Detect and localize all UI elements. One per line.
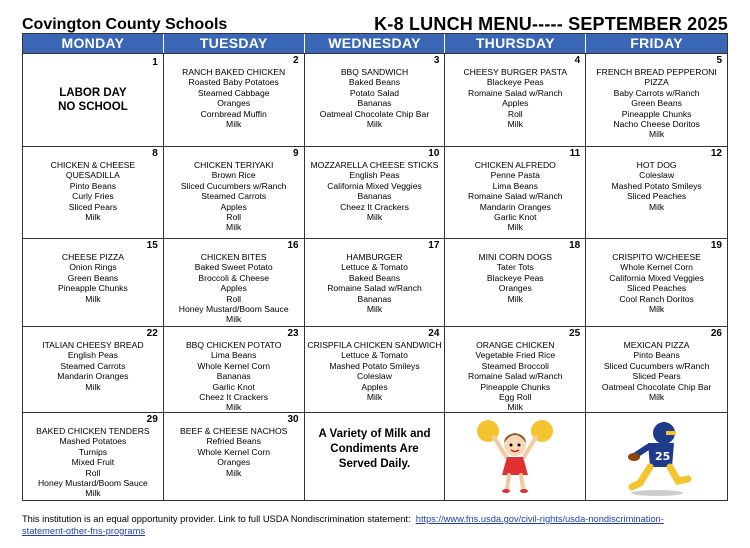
menu-item: Steamed Carrots xyxy=(60,360,126,371)
menu-item: Blackeye Peas xyxy=(486,77,544,88)
day-number: 29 xyxy=(146,414,158,425)
menu-item: English Peas xyxy=(67,350,118,361)
menu-item: Nacho Cheese Doritos xyxy=(613,119,700,130)
menu-item: Whole Kernel Corn xyxy=(197,360,270,371)
menu-item: Cornbread Muffin xyxy=(200,108,267,119)
menu-item: Milk xyxy=(226,467,242,478)
weekday-friday: FRIDAY xyxy=(630,35,683,51)
menu-item: Pineapple Chunks xyxy=(621,108,692,119)
menu-item: MOZZARELLA CHEESE STICKS xyxy=(310,160,439,170)
menu-item: Broccoli & Cheese xyxy=(198,272,270,283)
menu-item: Milk xyxy=(85,212,101,223)
menu-item: Apples xyxy=(361,381,388,392)
menu-item: Milk xyxy=(226,222,242,233)
served-daily-note: A Variety of Milk and xyxy=(318,428,431,440)
menu-item: California Mixed Veggies xyxy=(327,180,422,191)
menu-item: Turnips xyxy=(78,446,108,457)
menu-item: Coleslaw xyxy=(639,170,675,181)
served-daily-note: Served Daily. xyxy=(338,458,411,470)
day-number: 8 xyxy=(152,148,158,159)
menu-item: Roll xyxy=(85,467,101,478)
cheerleader-icon xyxy=(470,417,560,497)
day-number: 19 xyxy=(710,240,722,251)
day-cell xyxy=(445,146,586,238)
menu-item: Roll xyxy=(226,293,242,304)
menu-item: Milk xyxy=(85,381,101,392)
day-cell xyxy=(164,238,305,326)
day-cell xyxy=(164,326,305,412)
menu-item: Whole Kernel Corn xyxy=(197,446,270,457)
day-cell xyxy=(23,146,164,238)
menu-item: Milk xyxy=(648,304,665,315)
menu-item: Sliced Pears xyxy=(68,201,118,212)
art-cell xyxy=(586,412,727,500)
weekday-tuesday: TUESDAY xyxy=(164,34,305,53)
menu-item: Mandarin Oranges xyxy=(57,371,129,382)
menu-item: Romaine Salad w/Ranch xyxy=(467,191,563,202)
school-name: Covington County Schools xyxy=(22,16,228,33)
day-cell xyxy=(23,326,164,412)
day-number: 4 xyxy=(574,55,581,66)
menu-title: K-8 LUNCH MENU----- SEPTEMBER 2025 xyxy=(374,14,728,34)
menu-item: Bananas xyxy=(357,191,392,202)
menu-item: Pineapple Chunks xyxy=(480,381,551,392)
day-cell xyxy=(305,53,446,146)
menu-item: CHICKEN BITES xyxy=(200,252,267,262)
menu-item: PIZZA xyxy=(644,77,669,88)
day-cell xyxy=(305,326,446,412)
menu-item: Milk xyxy=(648,392,665,403)
day-number: 25 xyxy=(569,328,581,339)
menu-item: MINI CORN DOGS xyxy=(478,252,553,262)
menu-item: Milk xyxy=(226,314,242,325)
menu-item: Lima Beans xyxy=(492,180,538,191)
menu-item: MEXICAN PIZZA xyxy=(623,340,690,350)
menu-item: Green Beans xyxy=(631,98,682,109)
menu-item: FRENCH BREAD PEPPERONI xyxy=(596,67,717,77)
menu-item: CHEESE PIZZA xyxy=(61,252,124,262)
menu-item: Lettuce & Tomato xyxy=(341,262,408,273)
menu-item: Sliced Peaches xyxy=(626,191,687,202)
menu-item: CRISPFILA CHICKEN SANDWICH xyxy=(307,340,442,350)
day-cell xyxy=(305,412,446,500)
day-number: 1 xyxy=(152,57,158,68)
menu-item: Green Beans xyxy=(67,272,119,283)
menu-item: Vegetable Fried Rice xyxy=(475,350,556,361)
menu-item: Tater Tots xyxy=(496,262,534,273)
menu-item: Potato Salad xyxy=(349,87,400,98)
day-number: 10 xyxy=(428,148,440,159)
menu-item: Garlic Knot xyxy=(494,212,537,223)
day-cell xyxy=(23,412,164,500)
menu-item: CHICKEN & CHEESE xyxy=(50,160,136,170)
menu-item: CRISPITO W/CHEESE xyxy=(612,252,701,262)
weekday-thursday: THURSDAY xyxy=(445,34,586,53)
menu-item: Cool Ranch Doritos xyxy=(619,293,694,304)
menu-item: Romaine Salad w/Ranch xyxy=(467,87,563,98)
menu-item: Baked Sweet Potato xyxy=(194,262,273,273)
menu-item: Steamed Cabbage xyxy=(197,87,270,98)
menu-item: Milk xyxy=(507,402,523,412)
day-number: 23 xyxy=(287,328,299,339)
menu-item: Lettuce & Tomato xyxy=(341,350,408,361)
menu-item: Whole Kernel Corn xyxy=(620,262,693,273)
menu-item: Baked Beans xyxy=(348,77,401,88)
served-daily-note: Condiments Are xyxy=(330,443,419,455)
menu-item: Mashed Potato Smileys xyxy=(611,180,702,191)
usda-link-part1[interactable]: https://www.fns.usda.gov/civil-rights/usda-nondiscrimination- xyxy=(415,514,664,524)
menu-item: QUESADILLA xyxy=(65,170,120,181)
menu-item: Sliced Peaches xyxy=(626,283,687,294)
day-number: 24 xyxy=(428,328,440,339)
menu-item: Roll xyxy=(507,108,523,119)
menu-item: Refried Beans xyxy=(206,436,261,447)
menu-item: Bananas xyxy=(357,98,392,109)
menu-item: Oranges xyxy=(217,457,251,468)
day-number: 11 xyxy=(569,148,581,159)
day-cell xyxy=(305,146,446,238)
day-number: 22 xyxy=(146,328,158,339)
page-header xyxy=(22,14,728,34)
menu-item: HOT DOG xyxy=(636,160,677,170)
day-number: 2 xyxy=(293,55,299,66)
day-cell xyxy=(164,146,305,238)
menu-item: Milk xyxy=(226,119,242,130)
menu-item: California Mixed Veggies xyxy=(609,272,704,283)
menu-item: Milk xyxy=(366,119,383,130)
menu-item: Roasted Baby Potatoes xyxy=(188,77,279,88)
menu-item: Mashed Potato Smileys xyxy=(329,360,420,371)
footer xyxy=(22,513,732,537)
menu-item: Bananas xyxy=(357,293,392,304)
menu-item: Oatmeal Chocolate Chip Bar xyxy=(319,108,430,119)
day-cell xyxy=(164,53,305,146)
menu-item: Pineapple Chunks xyxy=(58,283,128,294)
svg-text:25: 25 xyxy=(654,449,670,463)
menu-item: Cheez It Crackers xyxy=(340,201,409,212)
menu-item: Sliced Cucumbers w/Ranch xyxy=(603,360,710,371)
day-cell xyxy=(586,53,727,146)
menu-item: Pinto Beans xyxy=(69,180,117,191)
day-cell xyxy=(23,238,164,326)
menu-item: Brown Rice xyxy=(211,170,256,181)
day-cell xyxy=(23,53,164,146)
weekday-wednesday: WEDNESDAY xyxy=(305,34,446,53)
weekday-header xyxy=(23,34,727,53)
menu-item: Milk xyxy=(507,119,523,130)
menu-item: Milk xyxy=(85,488,101,499)
menu-item: Honey Mustard/Boom Sauce xyxy=(37,478,148,489)
art-cell xyxy=(445,412,586,500)
day-cell xyxy=(586,146,727,238)
day-number: 18 xyxy=(569,240,581,251)
day-cell xyxy=(445,326,586,412)
menu-item: Oranges xyxy=(217,98,251,109)
usda-link-part2[interactable]: statement-other-fns-programs xyxy=(22,526,145,536)
menu-item: Steamed Carrots xyxy=(201,191,267,202)
menu-item: Bananas xyxy=(216,371,251,382)
menu-item: Lima Beans xyxy=(211,350,257,361)
menu-item: Milk xyxy=(366,212,383,223)
day-cell xyxy=(305,238,446,326)
day-cell xyxy=(445,53,586,146)
menu-item: Blackeye Peas xyxy=(486,272,544,283)
menu-item: Romaine Salad w/Ranch xyxy=(467,371,563,382)
day-number: 15 xyxy=(146,240,158,251)
menu-item: Mandarin Oranges xyxy=(479,201,551,212)
day-number: 5 xyxy=(716,55,722,66)
football-player-icon xyxy=(612,417,702,497)
menu-item: Romaine Salad w/Ranch xyxy=(327,283,422,294)
holiday-text: NO SCHOOL xyxy=(58,101,128,113)
weekday-monday: MONDAY xyxy=(23,34,164,53)
menu-item: HAMBURGER xyxy=(346,252,403,262)
menu-item: BEEF & CHEESE NACHOS xyxy=(179,426,288,436)
menu-item: Steamed Broccoli xyxy=(481,360,549,371)
footer-statement: This institution is an equal opportunity provider. Link to full USDA Nondiscrimination statement: xyxy=(22,514,411,524)
menu-item: Milk xyxy=(226,402,242,412)
menu-item: RANCH BAKED CHICKEN xyxy=(182,67,286,77)
menu-item: Penne Pasta xyxy=(490,170,540,181)
day-cell xyxy=(445,238,586,326)
menu-item: Milk xyxy=(366,392,383,403)
menu-item: Apples xyxy=(502,98,529,109)
menu-item: Mixed Fruit xyxy=(71,457,115,468)
menu-item: Milk xyxy=(507,222,523,233)
day-cell xyxy=(586,326,727,412)
menu-item: Roll xyxy=(226,212,242,223)
day-cell xyxy=(164,412,305,500)
menu-item: Milk xyxy=(507,293,523,304)
menu-item: CHICKEN TERIYAKI xyxy=(193,160,274,170)
menu-item: ITALIAN CHEESY BREAD xyxy=(42,340,144,350)
day-cell xyxy=(586,238,727,326)
menu-item: Apples xyxy=(220,283,247,294)
menu-item: Milk xyxy=(648,129,665,140)
menu-item: Milk xyxy=(85,293,101,304)
day-number: 17 xyxy=(428,240,440,251)
menu-item: Honey Mustard/Boom Sauce xyxy=(178,304,289,315)
menu-item: Coleslaw xyxy=(357,371,392,382)
menu-item: Cheez It Crackers xyxy=(199,392,269,403)
menu-item: CHEESY BURGER PASTA xyxy=(463,67,568,77)
day-number: 12 xyxy=(710,148,722,159)
menu-item: Oranges xyxy=(498,283,532,294)
menu-item: Sliced Pears xyxy=(632,371,681,382)
menu-item: Mashed Potatoes xyxy=(59,436,127,447)
menu-item: Curly Fries xyxy=(72,191,114,202)
day-number: 30 xyxy=(287,414,299,425)
menu-item: BBQ SANDWICH xyxy=(340,67,409,77)
menu-item: Baked Beans xyxy=(348,272,401,283)
day-number: 26 xyxy=(710,328,722,339)
menu-item: Onion Rings xyxy=(69,262,117,273)
menu-item: Apples xyxy=(220,201,247,212)
day-number: 9 xyxy=(293,148,299,159)
menu-item: Baby Carrots w/Ranch xyxy=(613,87,700,98)
day-number: 16 xyxy=(287,240,299,251)
lunch-calendar xyxy=(22,33,728,501)
menu-item: CHICKEN ALFREDO xyxy=(474,160,556,170)
holiday-text: LABOR DAY xyxy=(59,87,127,99)
menu-item: Sliced Cucumbers w/Ranch xyxy=(180,180,287,191)
menu-item: Oatmeal Chocolate Chip Bar xyxy=(601,381,712,392)
menu-item: Milk xyxy=(648,201,665,212)
menu-item: Milk xyxy=(366,304,383,315)
menu-item: BAKED CHICKEN TENDERS xyxy=(36,426,150,436)
menu-item: Pinto Beans xyxy=(633,350,680,361)
menu-item: ORANGE CHICKEN xyxy=(476,340,555,350)
menu-item: English Peas xyxy=(349,170,400,181)
calendar-grid xyxy=(23,53,727,500)
menu-item: Egg Roll xyxy=(499,392,532,403)
menu-item: BBQ CHICKEN POTATO xyxy=(185,340,282,350)
menu-item: Garlic Knot xyxy=(212,381,255,392)
day-number: 3 xyxy=(433,55,440,66)
